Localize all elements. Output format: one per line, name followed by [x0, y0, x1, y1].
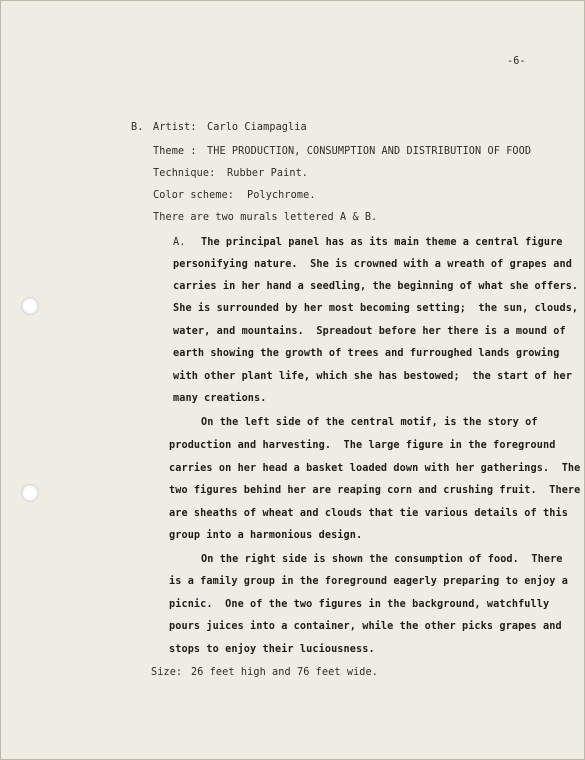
paragraph-line: personifying nature. She is crowned with a wreath of grapes and [173, 259, 572, 270]
paragraph-line: carries in her hand a seedling, the beginning of what she offers. [173, 281, 579, 292]
paragraph-line: On the left side of the central motif, is the story of [201, 417, 538, 428]
paragraph-line: production and harvesting. The large figure in the foreground [169, 440, 556, 451]
technique-label: Technique: [153, 168, 216, 179]
artist-name: Carlo Ciampaglia [207, 122, 307, 133]
punch-hole [21, 297, 39, 315]
theme-value: THE PRODUCTION, CONSUMPTION AND DISTRIBUTION OF FOOD [207, 146, 532, 157]
paragraph-line: two figures behind her are reaping corn and crushing fruit. There [169, 485, 581, 496]
paragraph-line: earth showing the growth of trees and furroughed lands growing [173, 348, 560, 359]
page-number: -6- [507, 56, 526, 67]
paragraph-line: water, and mountains. Spreadout before her there is a mound of [173, 326, 566, 337]
size-value: 26 feet high and 76 feet wide. [191, 667, 379, 678]
paragraph-line: On the right side is shown the consumption of food. There [201, 554, 563, 565]
theme-label: Theme : [153, 146, 197, 157]
mural-a-label: A. [173, 237, 186, 248]
paragraph-line: is a family group in the foreground eagerly preparing to enjoy a [169, 576, 568, 587]
paragraph-line: picnic. One of the two figures in the background, watchfully [169, 599, 550, 610]
paragraph-line: carries on her head a basket loaded down with her gatherings. The [169, 463, 581, 474]
paragraph-line: many creations. [173, 393, 267, 404]
paragraph-line: The principal panel has as its main theme a central figure [201, 237, 563, 248]
color-scheme-label: Color scheme: [153, 190, 235, 201]
paragraph-line: She is surrounded by her most becoming setting; the sun, clouds, [173, 303, 579, 314]
paragraph-line: are sheaths of wheat and clouds that tie various details of this [169, 508, 568, 519]
artist-label: Artist: [153, 122, 197, 133]
paragraph-line: with other plant life, which she has bestowed; the start of her [173, 371, 572, 382]
paragraph-line: group into a harmonious design. [169, 530, 363, 541]
punch-hole [21, 484, 39, 502]
section-label: B. [131, 122, 144, 133]
size-label: Size: [151, 667, 183, 678]
color-scheme-value: Polychrome. [247, 190, 316, 201]
paragraph-line: stops to enjoy their luciousness. [169, 644, 375, 655]
paragraph-line: pours juices into a container, while the other picks grapes and [169, 621, 562, 632]
technique-value: Rubber Paint. [227, 168, 309, 179]
murals-intro: There are two murals lettered A & B. [153, 212, 378, 223]
